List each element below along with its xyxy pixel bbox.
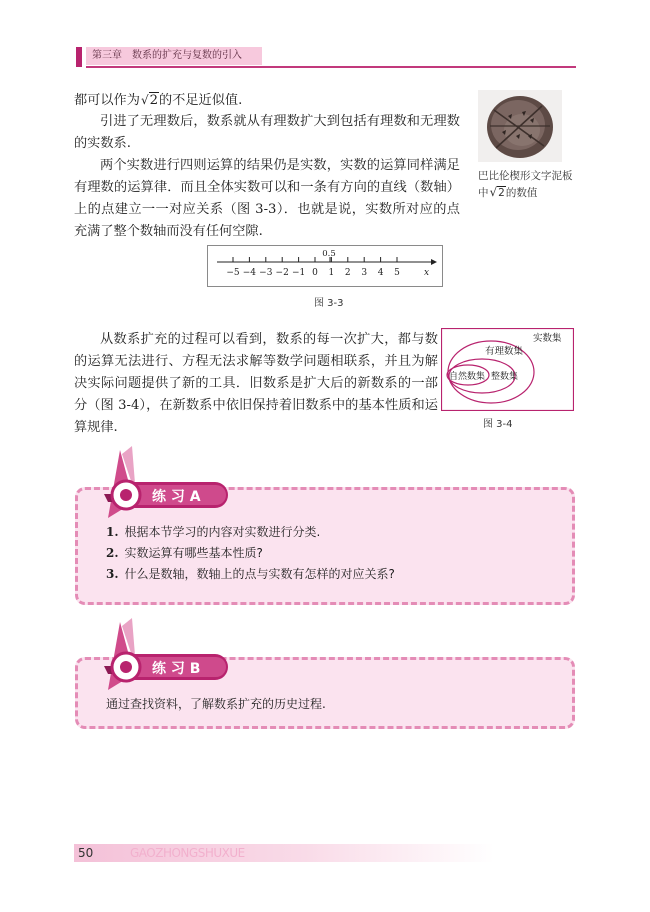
page-number: 50 xyxy=(78,846,94,860)
tick-label: 1 xyxy=(328,268,335,278)
tick-label: −3 xyxy=(259,268,273,278)
exercise-b-title: 练 习 B xyxy=(152,661,201,677)
axis-variable: x xyxy=(424,268,430,278)
tick-label: −5 xyxy=(226,268,240,278)
exercise-a-badge xyxy=(100,432,228,582)
tick-label: 5 xyxy=(394,268,400,278)
footer-series-name: GAOZHONGSHUXUE xyxy=(130,846,245,860)
figure-3-3-label: 图 3-3 xyxy=(314,298,344,309)
sqrt-radicand: 2 xyxy=(149,93,158,108)
exercise-a-item-1-num: 1. xyxy=(106,525,119,539)
tablet-caption-line2 xyxy=(478,184,578,201)
paragraph-sqrt2 xyxy=(74,89,460,112)
number-line-figure xyxy=(207,245,443,287)
pencil-icon xyxy=(120,661,132,673)
pencil-icon xyxy=(120,489,132,501)
venn-label-natural: 自然数集 xyxy=(449,372,486,382)
figure-3-4-label: 图 3-4 xyxy=(483,419,513,430)
p1-before: 都可以作为 xyxy=(74,93,140,108)
paragraph-irrational: 引进了无理数后，数系就从有理数扩大到包括有理数和无理数的实数系. xyxy=(74,114,460,151)
tick-label: −1 xyxy=(291,268,306,278)
header-rule xyxy=(86,66,576,68)
p1-after: 的不足近似值. xyxy=(158,93,243,108)
babylonian-tablet-image xyxy=(478,90,562,162)
exercise-a-item-3-num: 3. xyxy=(106,567,119,581)
tick-label: 0 xyxy=(312,268,318,278)
tick-label: −4 xyxy=(242,268,257,278)
exercise-a-item-2-text: 实数运算有哪些基本性质? xyxy=(124,546,263,560)
tablet-caption-line1: 巴比伦楔形文字泥板 xyxy=(478,170,573,182)
chapter-header xyxy=(76,47,576,67)
venn-label-rational: 有理数集 xyxy=(485,346,524,357)
header-accent-mark xyxy=(76,47,82,67)
exercise-a-item-1-text: 根据本节学习的内容对实数进行分类. xyxy=(124,525,321,539)
exercise-b-text: 通过查找资料，了解数系扩充的历史过程. xyxy=(106,697,326,711)
tick-label: −2 xyxy=(275,268,289,278)
venn-label-real: 实数集 xyxy=(533,333,562,344)
tablet-caption xyxy=(478,168,578,201)
caption-prefix: 中 xyxy=(478,187,489,199)
caption-radicand: 2 xyxy=(498,187,505,199)
chapter-title: 第三章 数系的扩充与复数的引入 xyxy=(86,47,262,65)
caption-suffix: 的数值 xyxy=(505,187,538,199)
exercise-a-title: 练 习 A xyxy=(152,489,201,505)
exercise-b-badge xyxy=(100,604,228,754)
venn-label-integer: 整数集 xyxy=(491,372,519,382)
sqrt-symbol: √2 xyxy=(140,93,158,108)
tick-label: 2 xyxy=(344,268,351,278)
exercise-a-item-3-text: 什么是数轴，数轴上的点与实数有怎样的对应关系? xyxy=(124,567,395,581)
number-sets-venn-figure xyxy=(441,328,574,411)
tick-label-half: 0.5 xyxy=(322,249,336,259)
caption-sqrt: √2 xyxy=(489,185,505,199)
tick-label: 4 xyxy=(377,268,384,278)
tick-label: 3 xyxy=(361,268,368,278)
paragraph-number-system-expansion: 从数系扩充的过程可以看到，数系的每一次扩大，都与数的运算无法进行、方程无法求解等数学问题相联系，并且为解决实际问题提供了新的工具．旧数系是扩大后的新数系的一部分（图 3-4），在新数系中依旧保持着旧数系中的基本性质和运算规律. xyxy=(74,332,438,435)
paragraph-real-operations: 两个实数进行四则运算的结果仍是实数，实数的运算同样满足有理数的运算律．而且全体实数可以和一条有方向的直线（数轴）上的点建立一一对应关系（图 3-3）．也就是说，实数所对应的点充满了整个数轴而没有任何空隙. xyxy=(74,158,460,239)
exercise-a-item-2-num: 2. xyxy=(106,546,119,560)
